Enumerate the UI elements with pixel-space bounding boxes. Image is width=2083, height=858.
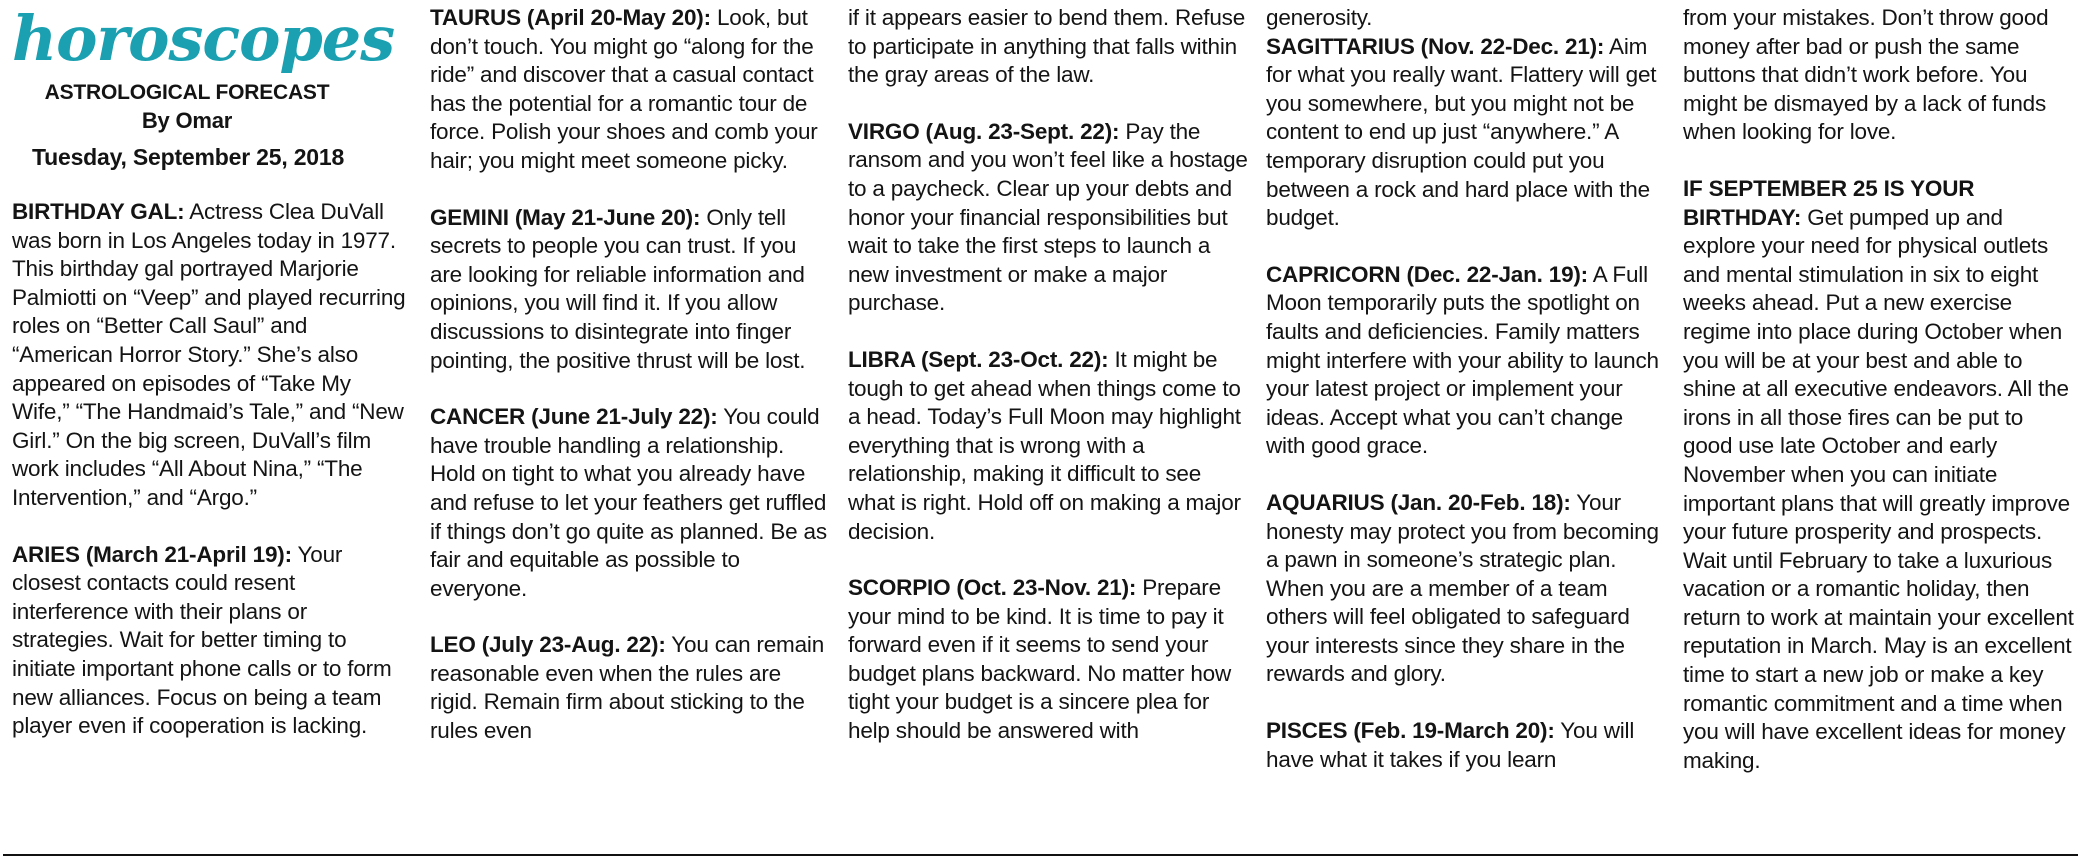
entry-heading: CANCER (June 21-July 22):	[430, 404, 718, 430]
entry-heading: GEMINI (May 21-June 20):	[430, 204, 701, 230]
entry-leo	[430, 631, 830, 745]
entry-text: Get pumped up and explore your need for physical outlets and mental stimulation in six to eight weeks ahead. Put a new exercise regime into place during October when you will be at your best and able to shine at all executive endeavors. All the irons in all those fires can be put to good use late October and early November when you can initiate important plans that will greatly improve your future prosperity and prospects. Wait until February to take a luxurious vacation or a romantic holiday, then return to work at maintain your excellent reputation in March. May is an excellent time to start a new job or make a key romantic commitment and a time when you will have excellent ideas for money making.	[1683, 204, 2074, 773]
publication-date: Tuesday, September 25, 2018	[32, 144, 345, 170]
entry-text: generosity.	[1266, 5, 1373, 30]
column-2	[430, 4, 830, 774]
horoscope-page	[3, 0, 2078, 856]
entry-your-birthday	[1683, 175, 2078, 775]
entry-pisces	[1266, 717, 1666, 774]
entry-heading: PISCES (Feb. 19-March 20):	[1266, 718, 1555, 744]
entry-heading: CAPRICORN (Dec. 22-Jan. 19):	[1266, 261, 1588, 287]
entry-text: Your closest contacts could resent interference with their plans or strategies. Wait for better timing to initiate important phone calls or to form new alliances. Focus on being a team player even if cooperation is lacking.	[12, 541, 392, 739]
entry-heading: TAURUS (April 20-May 20):	[430, 5, 711, 30]
entry-heading: SCORPIO (Oct. 23-Nov. 21):	[848, 575, 1137, 601]
section-subtitle: ASTROLOGICAL FORECAST	[44, 81, 330, 104]
entry-text: Only tell secrets to people you can trust. If you are looking for reliable information and opinions, you will find it. If you allow discussions to disintegrate into finger pointing, the positive thrust will be lost.	[430, 204, 806, 373]
entry-aquarius	[1266, 489, 1666, 689]
entry-text: Pay the ransom and you won’t feel like a hostage to a paycheck. Clear up your debts and honor your financial responsibilities but wait to take the first steps to launch a new investment or make a major purchase.	[848, 118, 1248, 316]
entry-text: Prepare your mind to be kind. It is time to pay it forward even if it seems to send your budget plans backward. No matter how tight your budget is a sincere plea for help should be answered with	[848, 575, 1232, 744]
entry-heading: LEO (July 23-Aug. 22):	[430, 632, 666, 658]
byline: By Omar	[141, 108, 233, 133]
logo: horoscopes	[12, 2, 395, 75]
column-4	[1266, 4, 1666, 802]
entry-text: Your honesty may protect you from becoming a pawn in someone’s strategic plan. When you are a member of a team others will feel obligated to safeguard your interests since they share in the rewards and glory.	[1266, 489, 1659, 687]
column-1	[12, 0, 412, 769]
column-3	[848, 4, 1248, 774]
entry-sagittarius	[1266, 33, 1666, 233]
entry-text: A Full Moon temporarily puts the spotlight on faults and deficiencies. Family matters might interfere with your ability to launch your latest project or implement your ideas. Accept what you can’t change with good grace.	[1266, 261, 1659, 459]
entry-birthday-gal	[12, 198, 412, 513]
entry-capricorn	[1266, 261, 1666, 461]
masthead	[12, 0, 395, 174]
column-1-body	[12, 198, 412, 741]
entry-text: from your mistakes. Don’t throw good money after bad or push the same buttons that didn’t work before. You might be dismayed by a lack of funds when looking for love.	[1683, 5, 2049, 145]
entry-heading: IF SEPTEMBER 25 IS YOUR BIRTHDAY:	[1683, 175, 1975, 230]
entry-heading: BIRTHDAY GAL:	[12, 199, 185, 224]
entry-heading: AQUARIUS (Jan. 20-Feb. 18):	[1266, 489, 1571, 515]
entry-heading: ARIES (March 21-April 19):	[12, 541, 292, 567]
entry-text: You could have trouble handling a relationship. Hold on tight to what you already have and refuse to let your feathers get ruffled if things don’t go quite as planned. Be as fair and equitable as possible to everyone.	[430, 404, 827, 601]
entry-scorpio	[848, 574, 1248, 746]
entry-text: Aim for what you really want. Flattery will get you somewhere, but you might not be content to end up just “anywhere.” A temporary disruption could put you between a rock and hard place with the budget.	[1266, 33, 1657, 231]
entry-gemini	[430, 204, 830, 376]
column-5	[1683, 4, 2078, 803]
entry-taurus	[430, 4, 830, 176]
entry-libra	[848, 346, 1248, 546]
entry-cancer	[430, 403, 830, 603]
entry-heading: LIBRA (Sept. 23-Oct. 22):	[848, 346, 1109, 372]
entry-text: Look, but don’t touch. You might go “along for the ride” and discover that a casual contact has the potential for a romantic tour de force. Polish your shoes and comb your hair; you might meet someone picky.	[430, 5, 818, 173]
entry-text: You can remain reasonable even when the rules are rigid. Remain firm about sticking to the rules even	[430, 632, 825, 744]
entry-text: if it appears easier to bend them. Refuse to participate in anything that falls within the gray areas of the law.	[848, 5, 1246, 88]
entry-pisces-continued	[1683, 4, 2078, 147]
entry-virgo	[848, 118, 1248, 318]
entry-leo-continued	[848, 4, 1248, 90]
entry-heading: SAGITTARIUS (Nov. 22-Dec. 21):	[1266, 33, 1605, 59]
entry-text: It might be tough to get ahead when things come to a head. Today’s Full Moon may highlight everything that is wrong with a relationship, making it difficult to see what is right. Hold off on making a major decision.	[848, 346, 1241, 544]
entry-heading: VIRGO (Aug. 23-Sept. 22):	[848, 118, 1120, 144]
entry-aries	[12, 541, 412, 741]
entry-text: You will have what it takes if you learn	[1266, 718, 1635, 772]
entry-scorpio-continued	[1266, 4, 1666, 33]
entry-text: Actress Clea DuVall was born in Los Angeles today in 1977. This birthday gal portrayed Marjorie Palmiotti on “Veep” and played recurring roles on “Better Call Saul” and “American Horror Story.” She’s also appeared on episodes of “Take My Wife,” “The Handmaid’s Tale,” and “New Girl.” On the big screen, DuVall’s film work includes “All About Nina,” “The Intervention,” and “Argo.”	[12, 199, 406, 510]
